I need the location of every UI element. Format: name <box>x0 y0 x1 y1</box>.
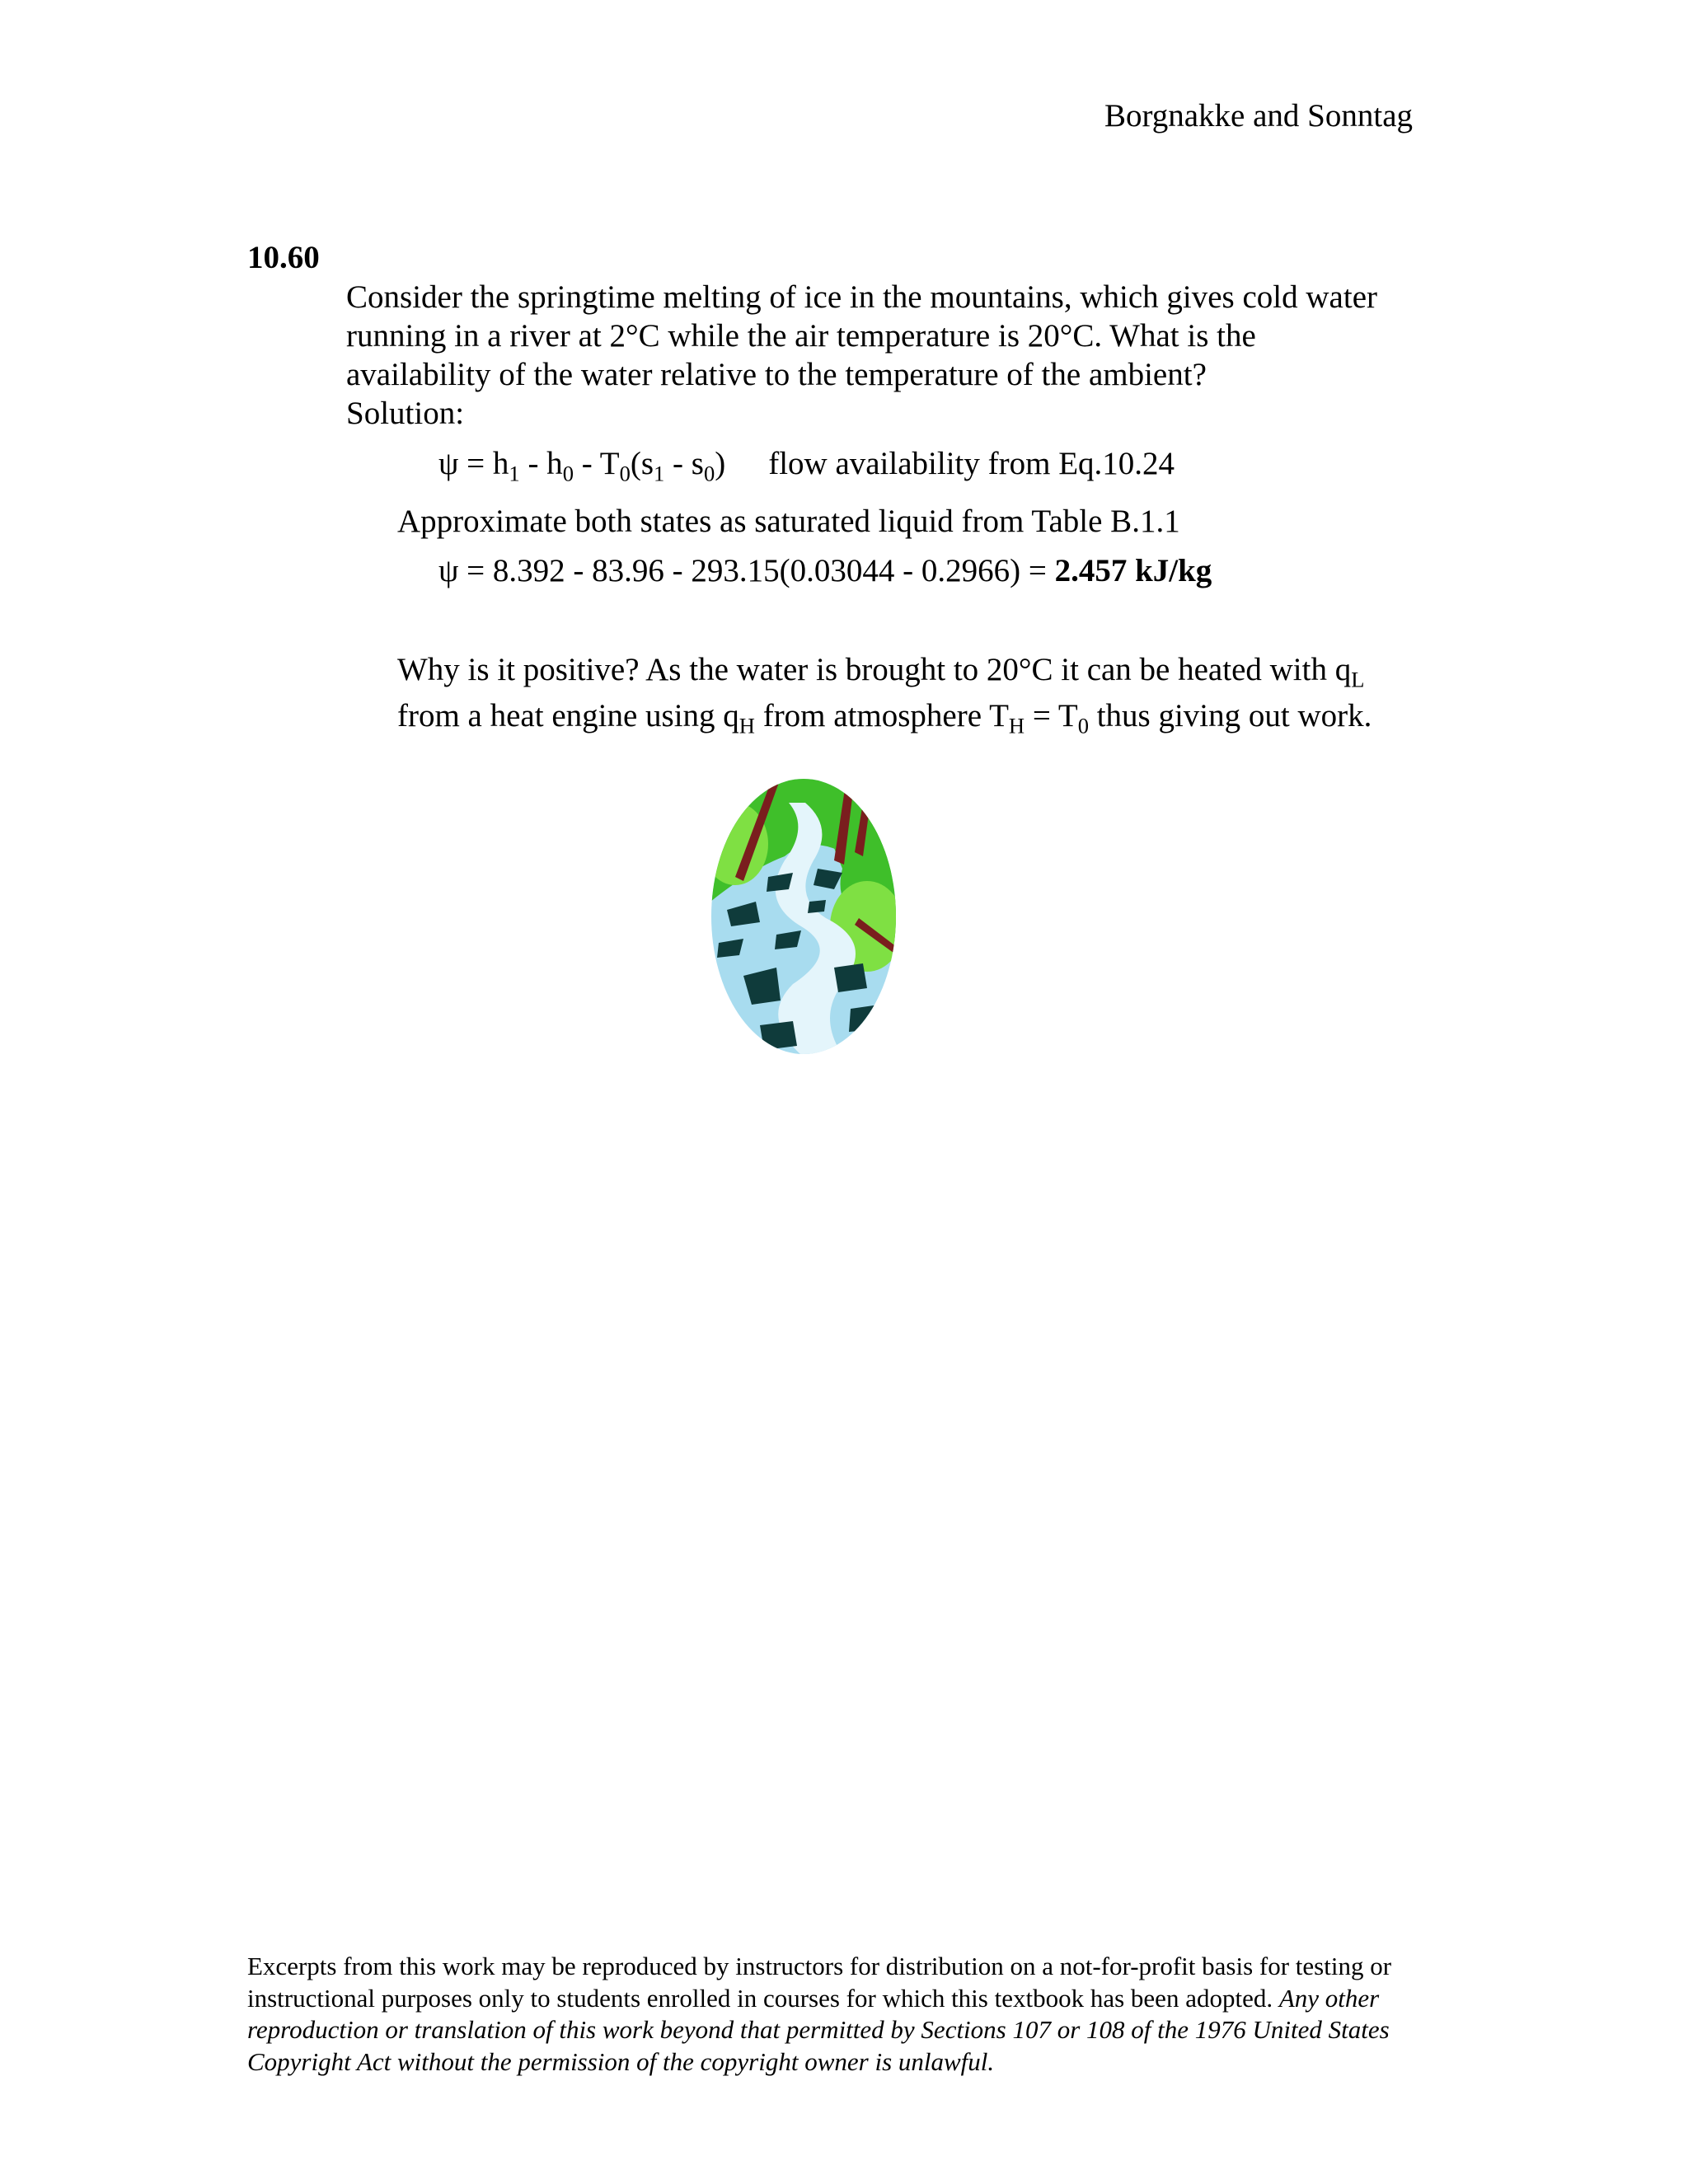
solution-label: Solution: <box>346 396 465 431</box>
question-line-3: availability of the water relative to the temperature of the ambient? <box>346 357 1207 392</box>
question-line-2: running in a river at 2°C while the air temperature is 20°C. What is the <box>346 318 1256 354</box>
result-value: 2.457 kJ/kg <box>1054 553 1212 588</box>
numeric-equation: ψ = 8.392 - 83.96 - 293.15(0.03044 - 0.2966) = 2.457 kJ/kg <box>438 553 1212 588</box>
equation-note: flow availability from Eq.10.24 <box>768 446 1175 481</box>
why-line-1: Why is it positive? As the water is brought to 20°C it can be heated with $q_L$ <box>397 652 1365 692</box>
approximation-text: Approximate both states as saturated liquid from Table B.1.1 <box>397 504 1180 539</box>
question-line-1: Consider the springtime melting of ice in the mountains, which gives cold water <box>346 279 1377 315</box>
mountain-stream-illustration <box>710 778 897 1055</box>
flow-availability-equation: $\psi = h_1 - h_0 - T_0(s_1 - s_0)$ flow availability from Eq.10.24 <box>438 446 1175 486</box>
page-header-authors: Borgnakke and Sonntag <box>1104 98 1413 134</box>
why-line-2: from a heat engine using $q_H$ from atmosphere $T_H = T_0$ thus giving out work. <box>397 698 1372 738</box>
copyright-notice: Excerpts from this work may be reproduced by instructors for distribution on a not-for-profit basis for testing or instructional purposes only to students enrolled in courses for which this textbook has been adopted. Any other reproduction or translation of this work beyond that permitted by Sections 107 or 108 of the 1976 United States Copyright Act without the permission of the copyright owner is unlawful. <box>247 1952 1392 2076</box>
problem-number: 10.60 <box>247 240 320 275</box>
